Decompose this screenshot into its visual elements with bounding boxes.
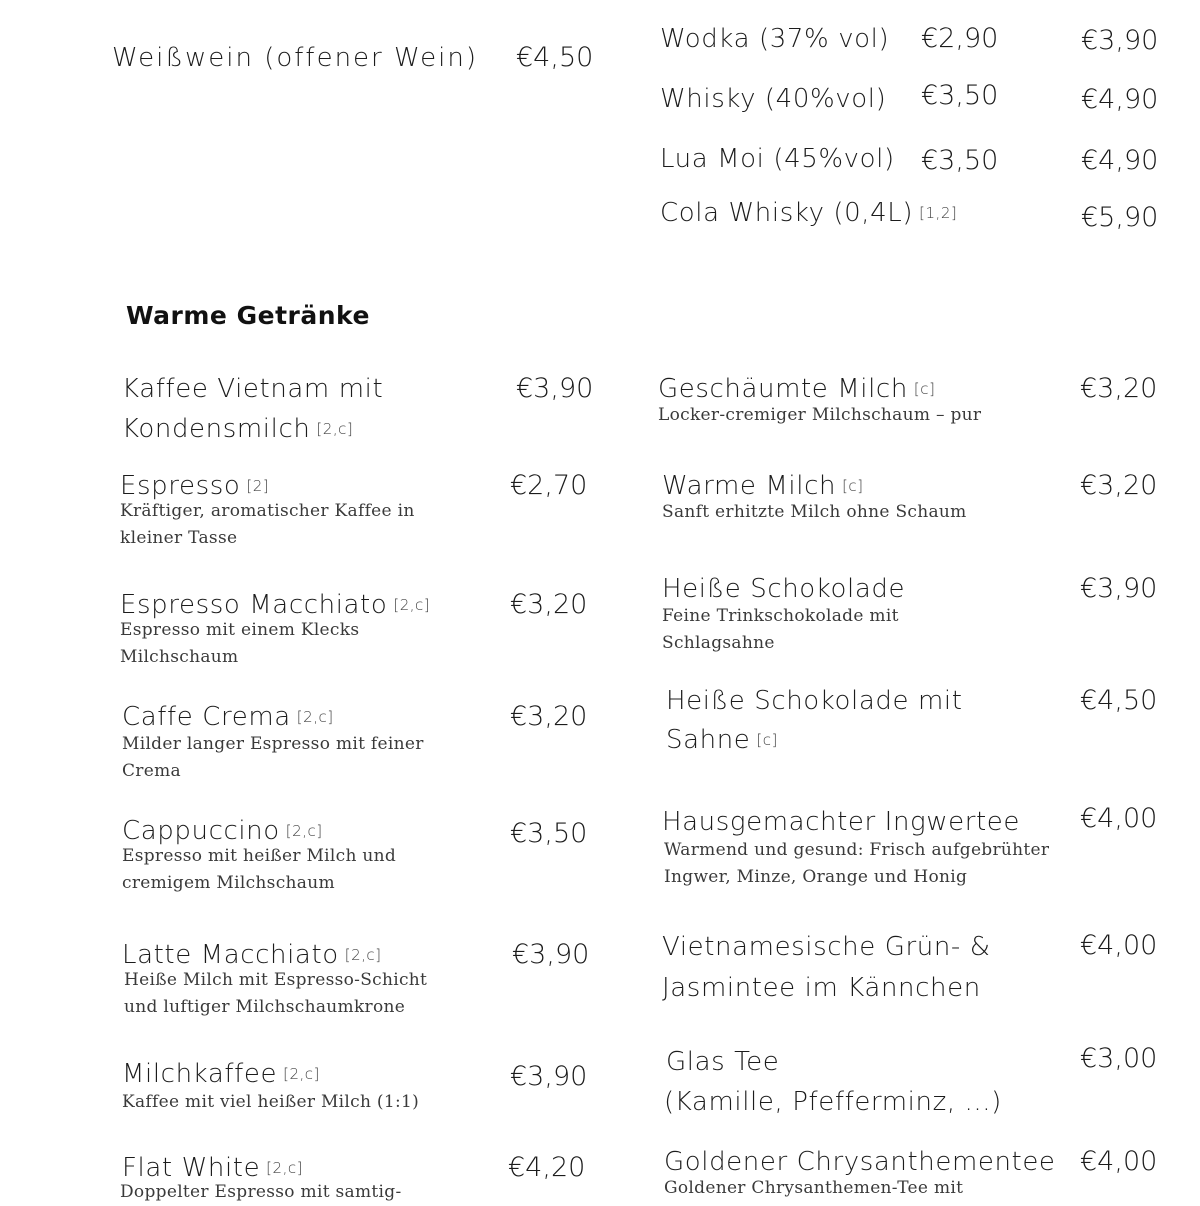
item-desc-espresso-macchiato: Espresso mit einem Klecks Milchschaum [120,620,360,667]
item-price-ingwertee: €4,00 [1080,803,1158,834]
item-price-heisse-schokolade: €3,90 [1080,573,1158,604]
item-price-small-wodka: €2,90 [921,23,999,54]
item-desc-ingwertee-line2: Ingwer, Minze, Orange und Honig [664,867,968,887]
allergen-note: [2,c] [344,946,382,964]
item-name-gruen-jasmintee: Vietnamesische Grün- & [662,932,991,962]
item-price-caffe-crema: €3,20 [510,701,588,732]
item-price-heisse-schokolade-sahne: €4,50 [1080,685,1158,716]
allergen-note: [2,c] [266,1159,303,1177]
item-price-milchkaffee: €3,90 [510,1061,588,1092]
item-name-heisse-schokolade-sahne: Heiße Schokolade mit [666,686,963,716]
item-name-flat-white: Flat White [2,c] [122,1153,303,1183]
item-name-glas-tee: Glas Tee [666,1047,780,1077]
item-price-chrysanthementee: €4,00 [1080,1146,1158,1177]
item-price-large-whisky: €4,90 [1081,84,1159,115]
item-price-small-lua-moi: €3,50 [921,145,999,176]
allergen-note: [c] [842,477,864,495]
item-price-weisswein: €4,50 [516,42,594,73]
item-price-glas-tee: €3,00 [1080,1043,1158,1074]
item-name-espresso: Espresso [2] [120,471,270,501]
allergen-note: [c] [913,380,936,398]
item-desc-latte-macchiato: Heiße Milch mit Espresso-Schicht und luftiger Milchschaumkrone [124,970,428,1017]
allergen-note: [c] [756,731,778,749]
item-desc-caffe-crema: Milder langer Espresso mit feiner Crema [122,734,424,781]
item-name-heisse-schokolade-sahne-line2: Sahne [c] [666,725,778,755]
item-desc-espresso: Kräftiger, aromatischer Kaffee in kleiner Tasse [120,501,415,548]
item-name-lua-moi: Lua Moi (45%vol) [660,144,895,174]
item-name-weisswein: Weißwein (offener Wein) [112,43,479,73]
item-name-whisky: Whisky (40%vol) [660,84,887,114]
item-desc-chrysanthementee: Goldener Chrysanthemen-Tee mit [664,1178,964,1198]
section-title: Warme Getränke [126,301,370,330]
item-price-large-cola-whisky: €5,90 [1081,202,1159,233]
item-name-heisse-schokolade: Heiße Schokolade [662,574,906,604]
item-price-flat-white: €4,20 [508,1152,586,1183]
item-desc-heisse-schokolade: Feine Trinkschokolade mit Schlagsahne [662,606,899,653]
item-price-large-lua-moi: €4,90 [1081,145,1159,176]
item-name-kaffee-vietnam: Kaffee Vietnam mit [122,374,384,404]
item-desc-geschaeumte-milch: Locker-cremiger Milchschaum – pur [658,405,982,425]
item-price-small-whisky: €3,50 [921,80,999,111]
item-name-milchkaffee: Milchkaffee [2,c] [122,1059,320,1089]
item-price-warme-milch: €3,20 [1080,470,1158,501]
item-price-kaffee-vietnam: €3,90 [516,373,594,404]
item-price-espresso-macchiato: €3,20 [510,589,588,620]
item-desc-ingwertee: Warmend und gesund: Frisch aufgebrühter [664,840,1050,860]
item-price-gruen-jasmintee: €4,00 [1080,930,1158,961]
item-name-chrysanthementee: Goldener Chrysanthementee [664,1147,1056,1177]
item-price-large-wodka: €3,90 [1081,25,1159,56]
item-name-latte-macchiato: Latte Macchiato [2,c] [122,940,382,970]
item-name-gruen-jasmintee-line2: Jasmintee im Kännchen [662,973,981,1003]
item-name-ingwertee: Hausgemachter Ingwertee [662,807,1020,837]
item-name-cappuccino: Cappuccino [2,c] [122,816,323,846]
item-desc-warme-milch: Sanft erhitzte Milch ohne Schaum [662,502,967,522]
allergen-note: [2,c] [393,596,431,614]
allergen-note: [1,2] [919,204,958,222]
allergen-note: [2,c] [283,1065,320,1083]
item-price-cappuccino: €3,50 [510,818,588,849]
item-desc-flat-white: Doppelter Espresso mit samtig- [120,1182,402,1202]
item-price-latte-macchiato: €3,90 [512,939,590,970]
item-name-espresso-macchiato: Espresso Macchiato [2,c] [120,590,431,620]
item-name-warme-milch: Warme Milch [c] [662,471,864,501]
allergen-note: [2,c] [296,708,334,726]
item-name-cola-whisky: Cola Whisky (0,4L) [1,2] [660,198,958,228]
item-name-glas-tee-line2: (Kamille, Pfefferminz, ...) [664,1087,1002,1117]
item-name-caffe-crema: Caffe Crema [2,c] [122,702,334,732]
item-desc-milchkaffee: Kaffee mit viel heißer Milch (1:1) [122,1092,420,1112]
item-name-geschaeumte-milch: Geschäumte Milch [c] [658,374,936,404]
allergen-note: [2,c] [316,420,354,438]
allergen-note: [2] [246,477,270,495]
item-name-kaffee-vietnam-line2: Kondensmilch [2,c] [122,414,354,444]
item-price-espresso: €2,70 [510,470,588,501]
item-name-wodka: Wodka (37% vol) [660,24,890,54]
allergen-note: [2,c] [285,822,323,840]
item-price-geschaeumte-milch: €3,20 [1080,373,1158,404]
item-desc-cappuccino: Espresso mit heißer Milch und cremigem Milchschaum [122,846,397,893]
